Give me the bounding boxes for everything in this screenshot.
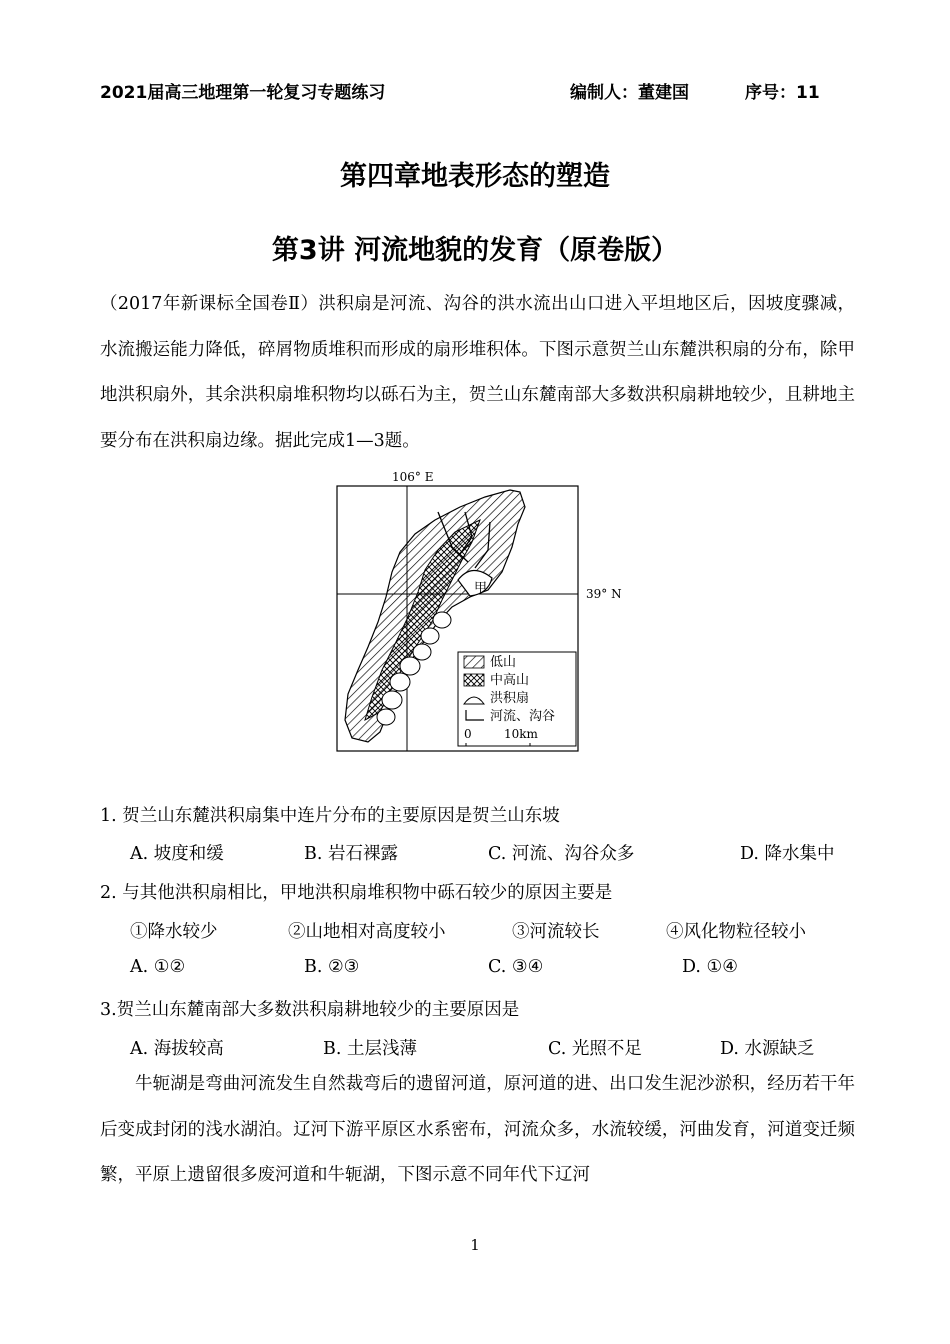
legend-low-mountain: 低山 (490, 655, 517, 670)
alluvial-fan (390, 673, 410, 691)
header-serial: 序号：11 (745, 83, 820, 103)
legend-alluvial-fan: 洪积扇 (490, 691, 530, 706)
question-3-option-a: A. 海拔较高 (130, 1039, 224, 1059)
question-2-option-b: B. ②③ (304, 957, 360, 977)
question-2-option-a: A. ①② (130, 957, 186, 977)
question-1-option-a: A. 坡度和缓 (130, 844, 224, 864)
question-2-item-1: ①降水较少 (130, 922, 218, 942)
place-label-jia: 甲 (474, 581, 488, 596)
page-number: 1 (470, 1236, 480, 1254)
scale-label: 10km (504, 727, 538, 741)
longitude-label: 106° E (392, 470, 434, 484)
question-3-option-d: D. 水源缺乏 (720, 1039, 815, 1059)
question-2-item-2: ②山地相对高度较小 (288, 922, 446, 942)
latitude-label: 39° N (586, 587, 622, 601)
question-3-option-c: C. 光照不足 (548, 1039, 642, 1059)
second-paragraph: 牛轭湖是弯曲河流发生自然裁弯后的遗留河道，原河道的进、出口发生泥沙淤积，经历若干年后变成封闭的浅水湖泊。辽河下游平原区水系密布，河流众多，水流较缓，河曲发育，河道变迁频繁，平原上遗留很多废河道和牛轭湖，下图示意不同年代下辽河 (100, 1074, 855, 1185)
legend-swatch-mid-high-mountain (464, 674, 484, 686)
chapter-title: 第四章地表形态的塑造 (340, 161, 610, 192)
question-1-option-c: C. 河流、沟谷众多 (488, 844, 635, 864)
legend-mid-high-mountain: 中高山 (490, 673, 530, 688)
question-1-stem: 1. 贺兰山东麓洪积扇集中连片分布的主要原因是贺兰山东坡 (100, 806, 560, 826)
question-3-option-b: B. 土层浅薄 (323, 1039, 417, 1059)
alluvial-fan (413, 644, 431, 660)
alluvial-fan (421, 628, 439, 644)
question-3-stem: 3.贺兰山东麓南部大多数洪积扇耕地较少的主要原因是 (100, 1000, 520, 1020)
legend-river-gully: 河流、沟谷 (490, 709, 556, 724)
question-2-item-3: ③河流较长 (512, 922, 600, 942)
alluvial-fan (433, 612, 451, 628)
scale-zero: 0 (464, 727, 472, 741)
intro-paragraph: （2017年新课标全国卷Ⅱ）洪积扇是河流、沟谷的洪水流出山口进入平坦地区后，因坡度骤减，水流搬运能力降低，碎屑物质堆积而形成的扇形堆积体。下图示意贺兰山东麓洪积扇的分布，除甲地洪积扇外，其余洪积扇堆积物均以砾石为主，贺兰山东麓南部大多数洪积扇耕地较少，且耕地主要分布在洪积扇边缘。据此完成1—3题。 (100, 294, 855, 451)
question-1-option-b: B. 岩石裸露 (304, 844, 398, 864)
question-2-item-4: ④风化物粒径较小 (666, 922, 806, 942)
question-1-option-d: D. 降水集中 (740, 844, 835, 864)
legend-swatch-low-mountain (464, 656, 484, 668)
lesson-title: 第3讲 河流地貌的发育（原卷版） (271, 235, 679, 266)
alluvial-fan-map (330, 462, 630, 754)
question-2-option-d: D. ①④ (682, 957, 738, 977)
header-editor: 编制人：董建国 (570, 83, 689, 103)
alluvial-fan (382, 691, 402, 709)
alluvial-fan (400, 657, 420, 675)
question-2-option-c: C. ③④ (488, 957, 544, 977)
header-course: 2021届高三地理第一轮复习专题练习 (100, 83, 386, 103)
question-2-stem: 2. 与其他洪积扇相比，甲地洪积扇堆积物中砾石较少的原因主要是 (100, 883, 613, 903)
alluvial-fan (377, 709, 395, 725)
